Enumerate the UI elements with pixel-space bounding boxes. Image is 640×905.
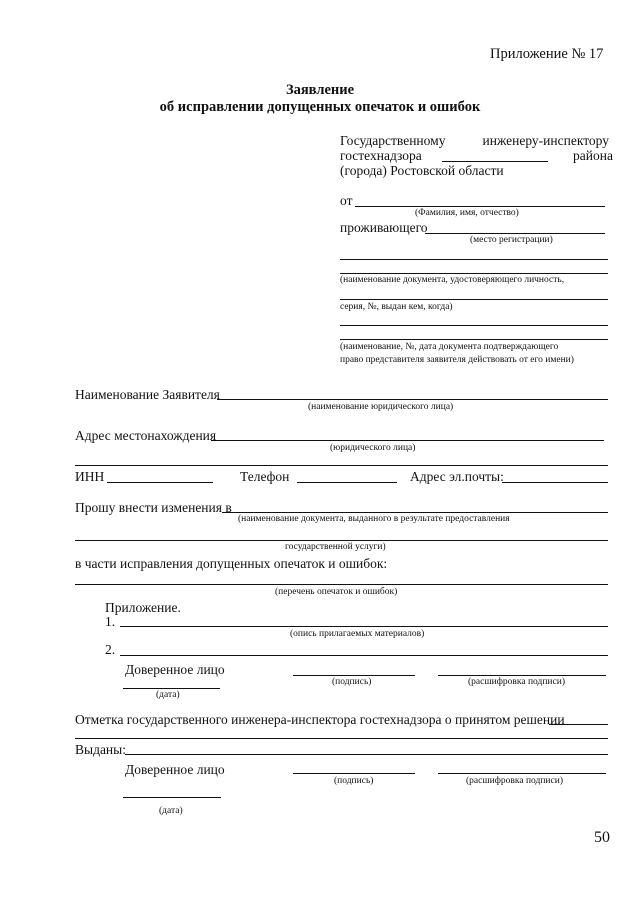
residing-label: проживающего <box>340 220 428 235</box>
id-details-caption: серия, №, выдан кем, когда) <box>340 302 453 312</box>
page-number: 50 <box>594 829 610 846</box>
full-name-field[interactable] <box>355 206 605 207</box>
applicant-label: Наименование Заявителя <box>75 387 220 402</box>
applicant-field[interactable] <box>217 399 608 400</box>
attachment-item-2-field[interactable] <box>120 655 608 656</box>
signature-caption-2: (подпись) <box>334 776 374 786</box>
id-document-field[interactable] <box>340 273 608 274</box>
trustee-label: Доверенное лицо <box>125 662 225 677</box>
decision-label: Отметка государственного инженера-инспектора гостехнадзора о принятом решении <box>75 712 565 727</box>
request-caption-2: государственной услуги) <box>285 542 386 552</box>
district-field[interactable] <box>442 161 548 162</box>
phone-label: Телефон <box>240 469 290 484</box>
address-line-field[interactable] <box>340 259 608 260</box>
addressee-word: района <box>573 148 613 163</box>
trustee-label-2: Доверенное лицо <box>125 762 225 777</box>
legal-address-caption: (юридического лица) <box>330 443 416 453</box>
id-document-caption: (наименование документа, удостоверяющего личность, <box>340 275 565 285</box>
signature-decode-caption-2: (расшифровка подписи) <box>466 776 563 786</box>
appendix-number: Приложение № 17 <box>490 46 604 62</box>
id-details-field[interactable] <box>340 299 608 300</box>
document-subtitle: об исправлении допущенных опечаток и ошибок <box>159 99 481 115</box>
errors-field[interactable] <box>75 584 608 585</box>
legal-address-field[interactable] <box>211 440 604 441</box>
document-title: Заявление <box>285 82 355 98</box>
part-label: в части исправления допущенных опечаток и ошибок: <box>75 556 388 571</box>
attachment-item-1-number: 1. <box>105 614 116 629</box>
attachment-label: Приложение. <box>105 600 181 615</box>
request-document-field-2[interactable] <box>75 540 608 541</box>
request-label: Прошу внести изменения в <box>75 500 232 515</box>
date-caption-2: (дата) <box>159 806 183 816</box>
registration-caption: (место регистрации) <box>470 235 553 245</box>
signature-decode-caption: (расшифровка подписи) <box>468 677 565 687</box>
inn-label: ИНН <box>75 469 105 484</box>
registration-field[interactable] <box>425 233 605 234</box>
attachment-item-2-number: 2. <box>105 642 116 657</box>
request-caption: (наименование документа, выданного в результате предоставления <box>238 514 510 524</box>
phone-field[interactable] <box>297 482 397 483</box>
request-document-field[interactable] <box>222 512 608 513</box>
signature-caption: (подпись) <box>332 677 372 687</box>
inn-field[interactable] <box>107 482 213 483</box>
issued-field[interactable] <box>125 754 608 755</box>
addressee-region: (города) Ростовской области <box>340 163 504 178</box>
attachment-item-1-field[interactable] <box>120 626 608 627</box>
applicant-caption: (наименование юридического лица) <box>308 402 454 412</box>
from-label: от <box>340 193 353 208</box>
addressee-word: инженеру-инспектору <box>482 133 609 148</box>
address-label: Адрес местонахождения <box>75 428 217 443</box>
issued-label: Выданы: <box>75 742 126 757</box>
addressee-line1 <box>340 133 609 149</box>
addressee-word: гостехнадзора <box>340 148 422 163</box>
signature-field[interactable] <box>293 675 415 676</box>
date-caption: (дата) <box>156 690 180 700</box>
decision-field-2[interactable] <box>75 738 608 739</box>
errors-caption: (перечень опечаток и ошибок) <box>275 587 398 597</box>
decision-field[interactable] <box>549 724 608 725</box>
signature-decode-field[interactable] <box>438 675 606 676</box>
date-field-2[interactable] <box>123 797 221 798</box>
representative-caption-2: право представителя заявителя действовать от его имени) <box>340 355 574 365</box>
signature-field-2[interactable] <box>293 773 415 774</box>
address-extra-field[interactable] <box>75 465 608 466</box>
full-name-caption: (Фамилия, имя, отчество) <box>415 208 519 218</box>
rep-caption-text: (наименование, №, дата документа подтверждающего <box>340 342 559 352</box>
date-field[interactable] <box>123 688 220 689</box>
email-field[interactable] <box>502 482 608 483</box>
email-label: Адрес эл.почты: <box>410 469 504 484</box>
representative-doc-field[interactable] <box>340 325 608 326</box>
representative-caption-1 <box>340 342 608 352</box>
signature-decode-field-2[interactable] <box>438 773 606 774</box>
addressee-word: Государственному <box>340 133 446 148</box>
representative-doc-field-2[interactable] <box>340 339 608 340</box>
attachments-caption: (опись прилагаемых материалов) <box>290 629 425 639</box>
